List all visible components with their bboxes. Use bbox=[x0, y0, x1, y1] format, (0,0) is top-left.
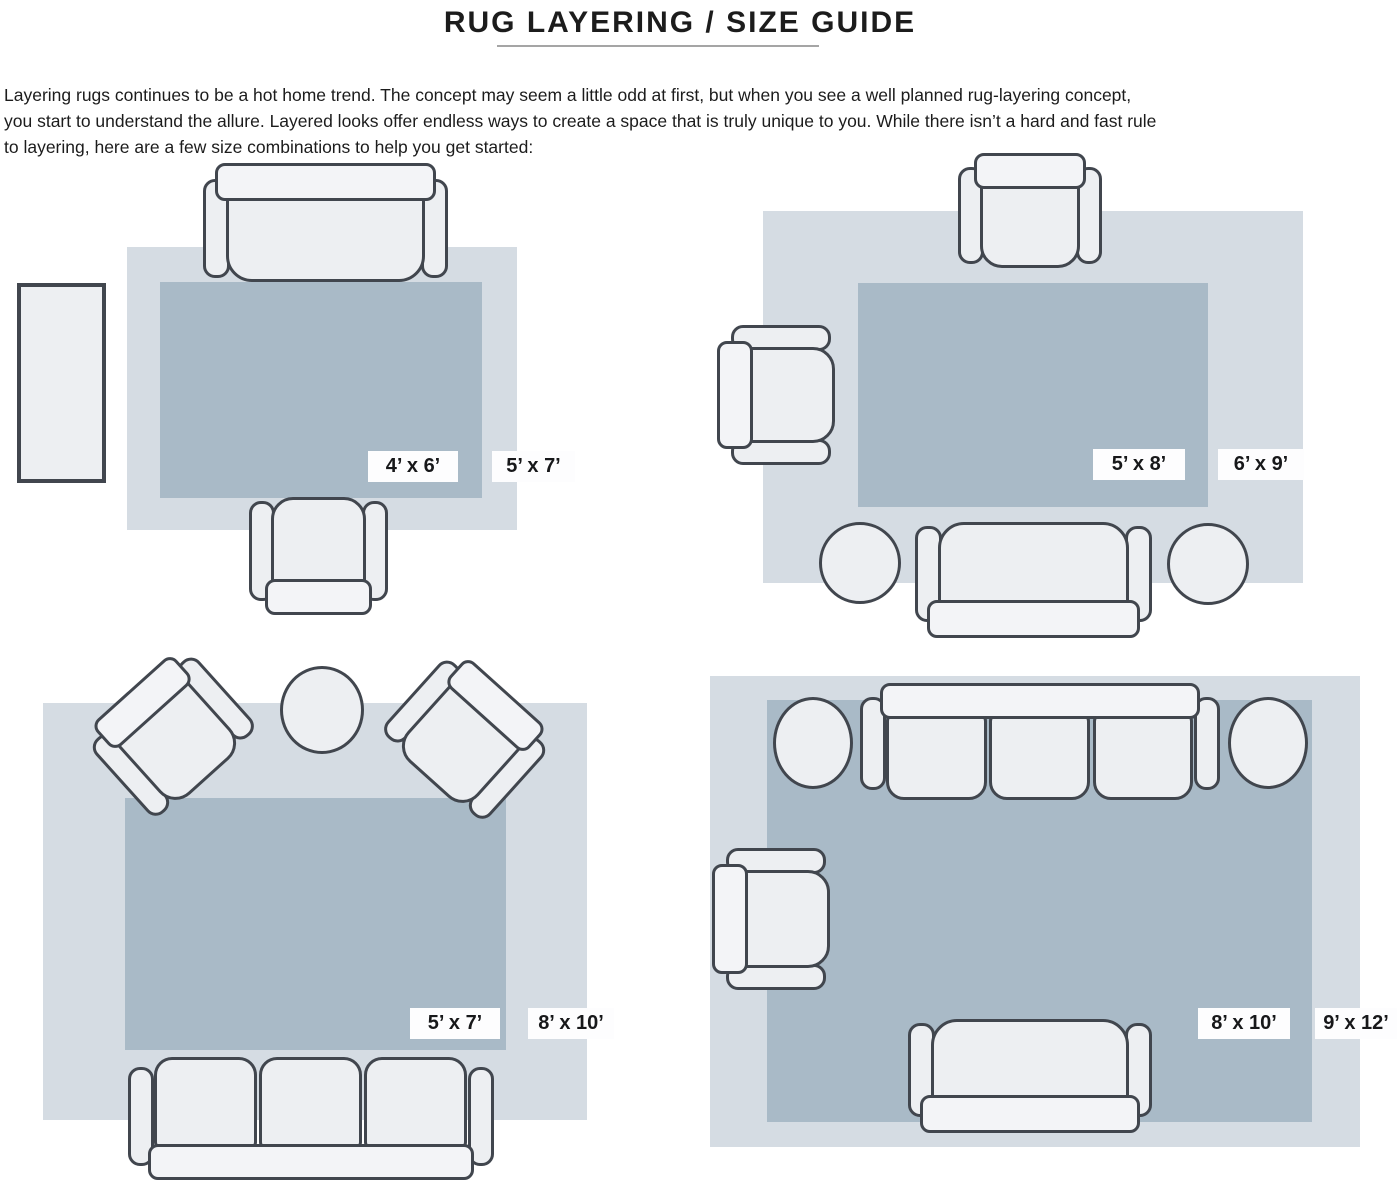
sofa-backrest bbox=[880, 683, 1200, 719]
armchair-top bbox=[958, 153, 1102, 268]
sofa-cushion-3 bbox=[364, 1057, 466, 1150]
inner-rug-size-label: 8’ x 10’ bbox=[1198, 1008, 1290, 1039]
armchair-seat bbox=[738, 870, 830, 968]
round-side-table-right bbox=[1228, 697, 1308, 789]
sofa-seat bbox=[938, 522, 1129, 608]
sofa-cushion-2 bbox=[989, 713, 1090, 800]
armchair-backrest bbox=[717, 341, 753, 449]
armchair bbox=[249, 497, 388, 615]
armchair-left bbox=[712, 848, 830, 990]
inner-rug-size-label: 4’ x 6’ bbox=[368, 451, 458, 482]
console-table bbox=[17, 283, 106, 483]
scene-top-left bbox=[0, 150, 660, 660]
armchair-backrest bbox=[265, 579, 372, 615]
three-seat-sofa-top bbox=[860, 683, 1220, 800]
armchair-backrest bbox=[974, 153, 1086, 189]
sofa-backrest bbox=[920, 1095, 1140, 1133]
round-side-table bbox=[280, 666, 364, 754]
sofa-seat bbox=[226, 193, 425, 282]
scene-bottom-left bbox=[0, 645, 660, 1183]
intro-paragraph bbox=[4, 82, 1396, 160]
outer-rug-size-label: 5’ x 7’ bbox=[492, 451, 575, 482]
sofa-cushion-1 bbox=[154, 1057, 256, 1150]
sofa-bottom bbox=[915, 522, 1152, 638]
scene-top-right bbox=[690, 150, 1397, 660]
page-title: RUG LAYERING / SIZE GUIDE bbox=[443, 6, 917, 39]
sofa-cushion-2 bbox=[259, 1057, 361, 1150]
armchair-seat bbox=[980, 179, 1080, 268]
armchair-backrest bbox=[712, 864, 748, 974]
outer-rug-size-label: 8’ x 10’ bbox=[528, 1008, 614, 1039]
inner-rug-size-label: 5’ x 7’ bbox=[410, 1008, 500, 1039]
sofa-backrest bbox=[927, 600, 1140, 638]
sofa-bottom bbox=[908, 1019, 1152, 1133]
intro-line-1: Layering rugs continues to be a hot home trend. The concept may seem a little odd at first, but when you see a well planned rug-layering concept, bbox=[4, 85, 1132, 105]
outer-rug-size-label: 6’ x 9’ bbox=[1218, 449, 1304, 480]
armchair-seat bbox=[271, 497, 366, 589]
sofa-backrest bbox=[148, 1144, 474, 1180]
three-seat-sofa bbox=[128, 1057, 494, 1180]
sofa-backrest bbox=[215, 163, 436, 201]
intro-line-2: you start to understand the allure. Layered looks offer endless ways to create a space that is truly unique to you. While there isn’t a hard and fast rule bbox=[4, 111, 1157, 131]
armchair-left bbox=[717, 325, 835, 465]
sofa-cushion-1 bbox=[886, 713, 987, 800]
round-side-table-right bbox=[1167, 523, 1249, 605]
armchair-seat bbox=[743, 347, 835, 443]
scene-bottom-right bbox=[690, 645, 1397, 1183]
sofa-seat bbox=[931, 1019, 1129, 1103]
round-side-table-left bbox=[819, 522, 901, 604]
round-side-table-left bbox=[773, 697, 853, 789]
intro-line-3: to layering, here are a few size combinations to help you get started: bbox=[4, 137, 534, 157]
outer-rug-size-label: 9’ x 12’ bbox=[1315, 1008, 1397, 1039]
sofa bbox=[203, 163, 448, 282]
sofa-cushion-3 bbox=[1093, 713, 1194, 800]
inner-rug-size-label: 5’ x 8’ bbox=[1093, 449, 1185, 480]
title-underline bbox=[497, 45, 819, 47]
